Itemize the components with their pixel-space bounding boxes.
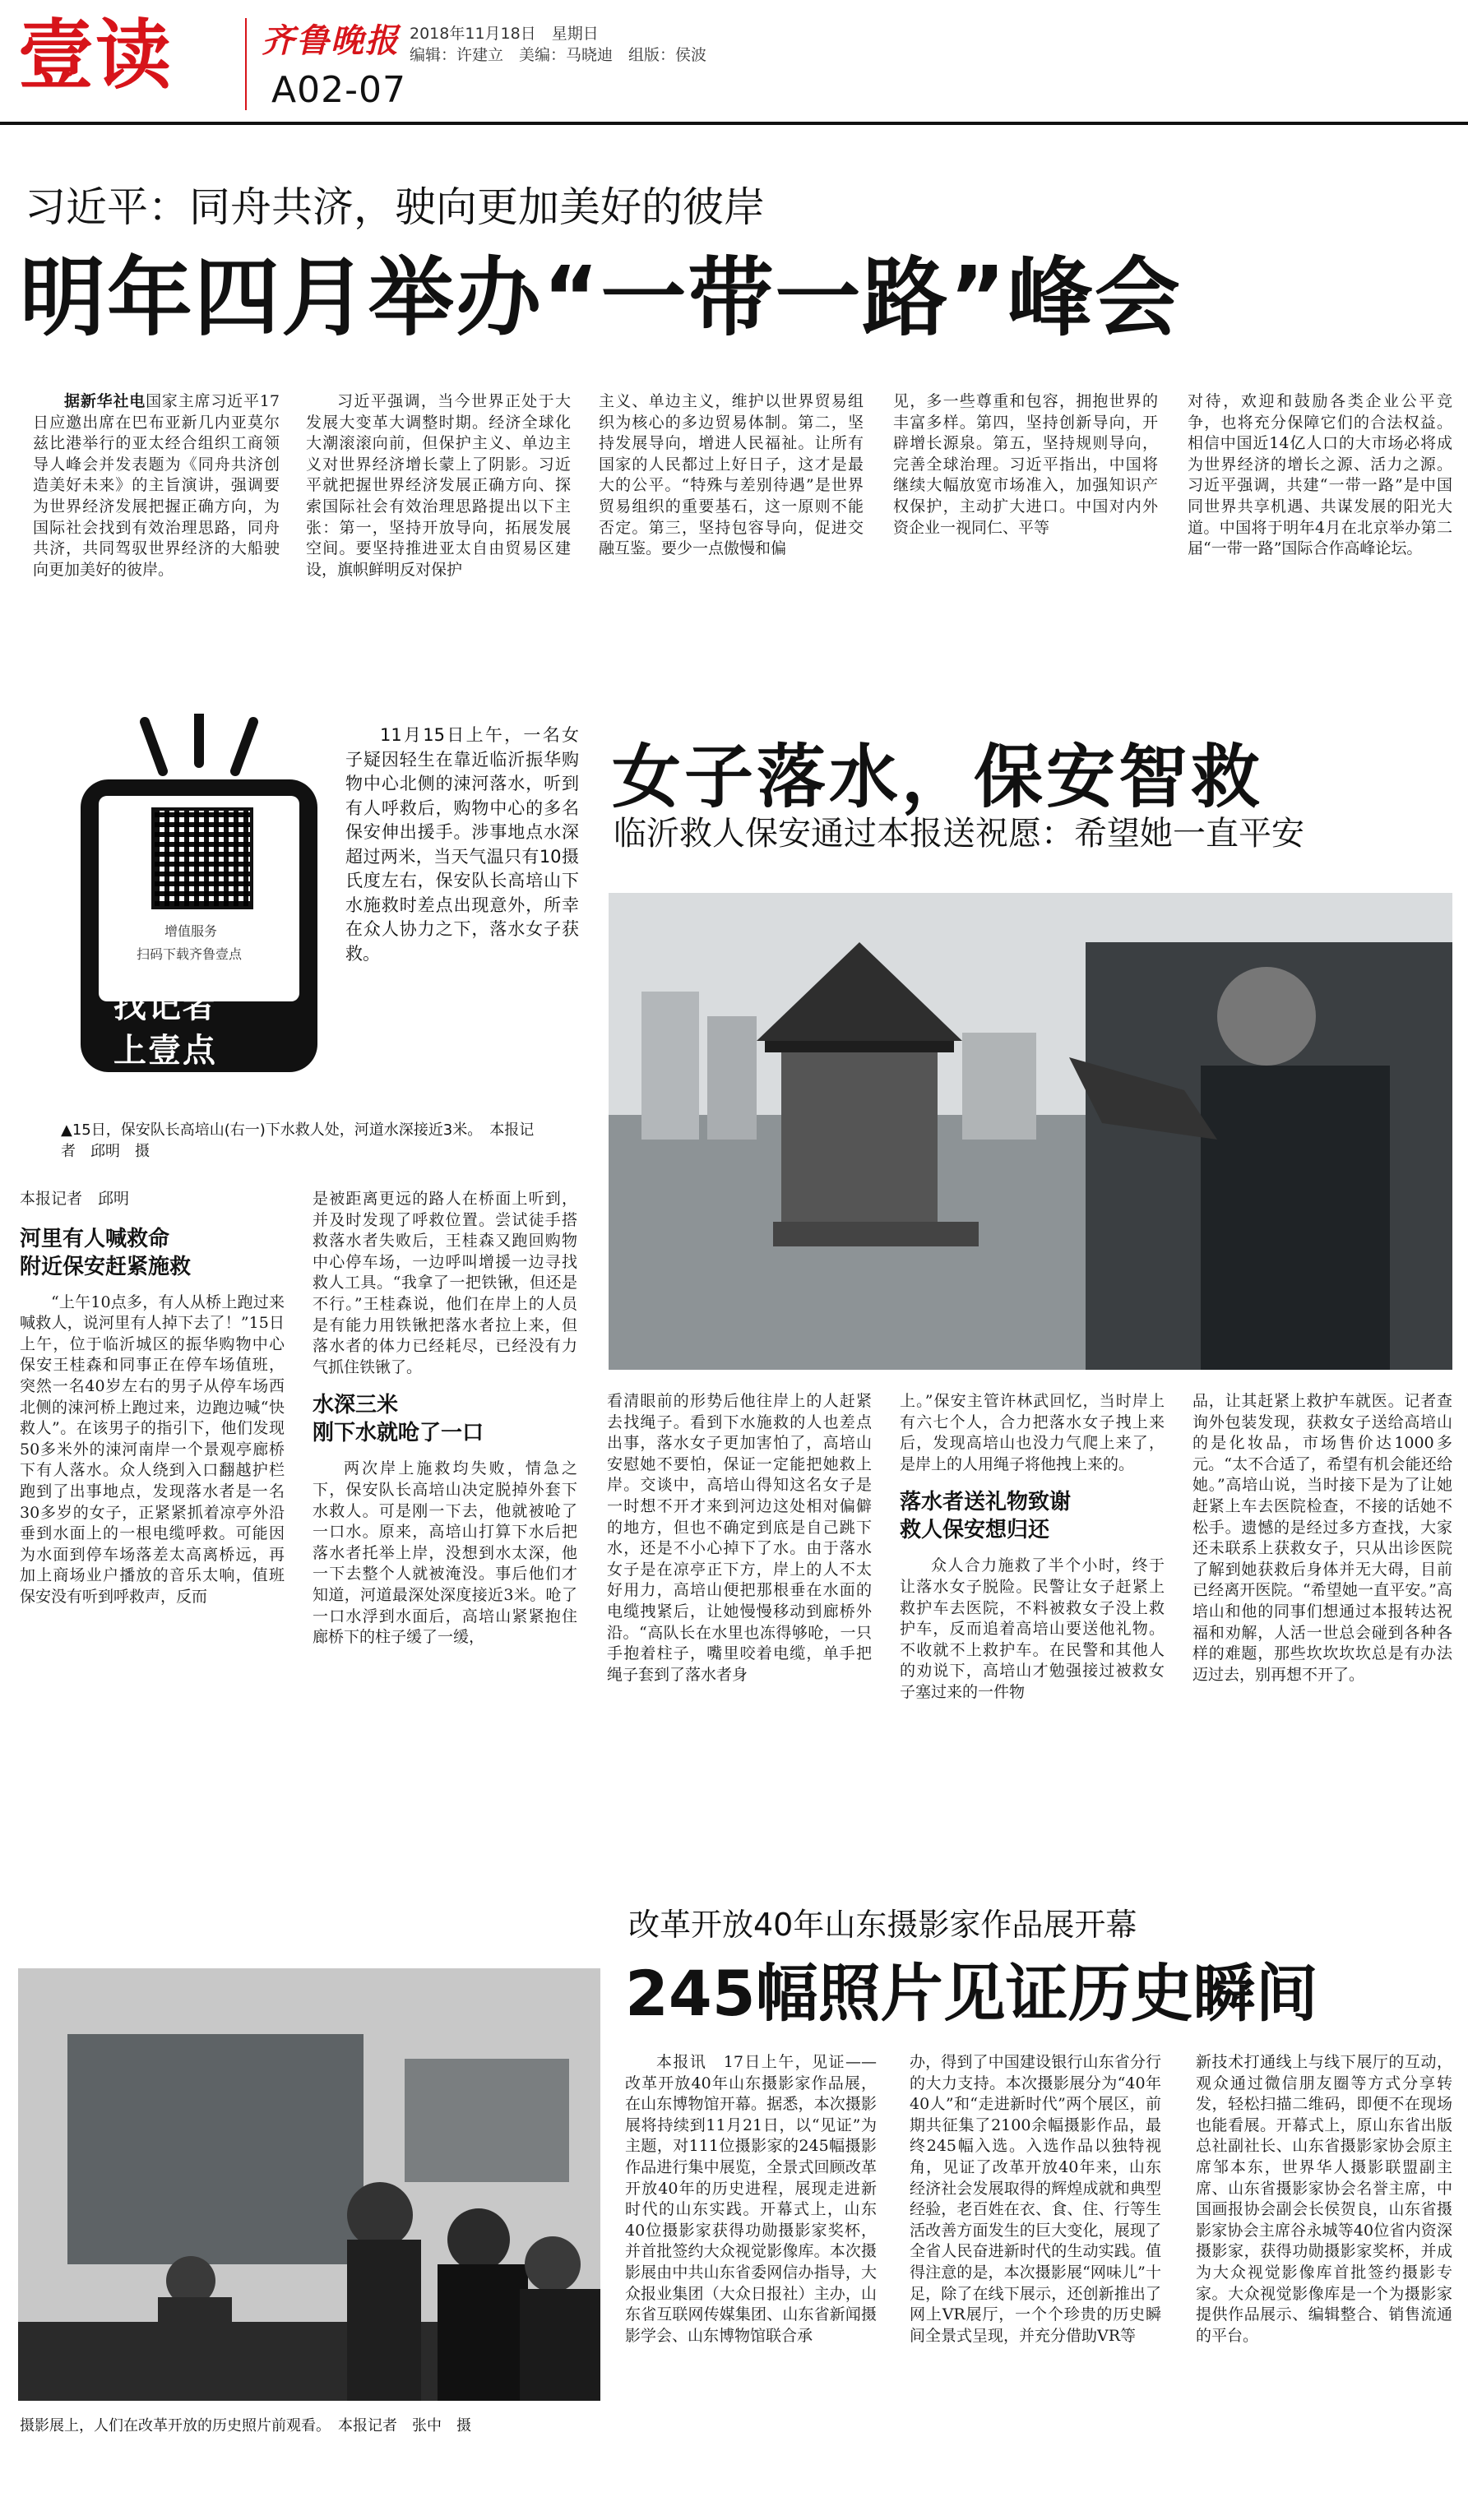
story1-text-5: 对待，欢迎和鼓励各类企业公平竞争，也将充分保障它们的合法权益。相信中国近14亿人口的大市场必将成为世界经济的增长之源、活力之源。习近平强调，共建“一带一路”是中国同世界共享机遇、共谋发展的阳光大道。中国将于明年4月在北京举办第二届“一带一路”国际合作高峰论坛。: [1188, 392, 1452, 558]
story3-text-2: 办，得到了中国建设银行山东省分行的大力支持。本次摄影展分为“40年40人”和“走进新时代”两个展区，前期共征集了2100余幅摄影作品，最终245幅入选。入选作品以独特视角，见证了改革开放40年来，山东经济社会发展取得的辉煌成就和典型经验，老百姓在衣、食、住、行等生活改善方面发生的巨大变化，展现了全省人民奋进新时代的生动实践。值得注意的是，本次摄影展“网味儿”十足，除了在线下展示，还创新推出了网上VR展厅，一个个珍贵的历史瞬间全景式呈现，并充分借助VR等: [910, 2053, 1161, 2345]
story3-photo-caption: 摄影展上，人们在改革开放的历史照片前观看。 本报记者 张中 摄: [20, 2417, 471, 2434]
story3-col-3: [1196, 2052, 1452, 2509]
story3-text-3: 新技术打通线上与线下展厅的互动，观众通过微信朋友圈等方式分享转发，轻松扫描二维码，即便不在现场也能看展。开幕式上，原山东省出版总社副社长、山东省摄影家协会原主席邹本东，世界华人摄影联盟副主席、山东省摄影家协会名誉主席，中国画报协会副会长侯贺良，山东省摄影家协会主席谷永城等40位省内资深摄影家，获得功勋摄影家奖杯，并成为大众视觉影像库首批签约摄影专家。大众视觉影像库是一个为摄影家提供作品展示、编辑整合、销售流通的平台。: [1196, 2053, 1452, 2345]
story2-col-1: [20, 1189, 285, 1715]
story2-sub-3: 落水者送礼物致谢 救人保安想归还: [900, 1490, 1072, 1543]
date-line: 2018年11月18日 星期日: [410, 25, 599, 43]
story1-text-1: 国家主席习近平17日应邀出席在巴布亚新几内亚莫尔兹比港举行的亚太经合组织工商领导人峰会并发表题为《同舟共济创造美好未来》的主旨演讲，强调要为世界经济发展把握正确方向，为国际社会找到有效治理思路，同舟共济，共同驾驭世界经济的大船驶向更加美好的彼岸。: [33, 392, 280, 579]
story1-col-3: [599, 391, 864, 638]
story1-col-4: [893, 391, 1158, 638]
story1-dateline: 据新华社电: [64, 392, 146, 410]
story2-text-4: 上。”保安主管许林武回忆，当时岸上有六七个人，合力把落水女子拽上来后，发现高培山也没力气爬上来了，是岸上的人用绳子将他拽上来的。: [900, 1392, 1165, 1473]
qr-caption-1: 增值服务: [164, 923, 218, 939]
story3-headline: 245幅照片见证历史瞬间: [625, 1957, 1318, 2030]
story1-text-3: 主义、单边主义，维护以世界贸易组织为核心的多边贸易体制。第二，坚持发展导向，增进人民福祉。让所有国家的人民都过上好日子，这才是最大的公平。“特殊与差别待遇”是世界贸易组织的重要基石，这一原则不能否定。第三，坚持包容导向，促进交融互鉴。要少一点傲慢和偏: [599, 392, 864, 558]
story2-headline: 女子落水，保安智救: [612, 737, 1264, 817]
story1-text-4: 见，多一些尊重和包容，拥抱世界的丰富多样。第四，坚持创新导向，开辟增长源泉。第五，坚持规则导向，完善全球治理。习近平指出，中国将继续大幅放宽市场准入，加强知识产权保护，主动扩大进口。中国对内外资企业一视同仁、平等: [893, 392, 1158, 537]
story3-col-1: [625, 2052, 877, 2509]
promo-label-1: 找记者: [113, 987, 217, 1025]
story2-text-2b: 两次岸上施救均失败，情急之下，保安队长高培山决定脱掉外套下水救人。可是刚一下去，他就被呛了一口水。原来，高培山打算下水后把落水者托举上岸，没想到水太深，他一下去整个人就被淹没。事后他们才知道，河道最深处深度接近3米。呛了一口水浮到水面后，高培山紧紧抱住廊桥下的柱子缓了一缓，: [313, 1459, 577, 1647]
story2-col-5: [1192, 1391, 1452, 1715]
story2-photo-caption: ▲15日，保安队长高培山(右一)下水救人处，河道水深接近3米。 本报记者 邱明 摄: [61, 1121, 535, 1160]
story3-col-2: [910, 2052, 1161, 2509]
story2-text-5: 品，让其赶紧上救护车就医。记者查询外包装发现，获救女子送给高培山的是化妆品，市场售价达1000多元。“太不合适了，希望有机会能还给她。”高培山说，当时接下是为了让她赶紧上车去医院检查，不接的话她不松手。遗憾的是经过多方查找，大家还未联系上获救女子，只从出诊医院了解到她获救后身体并无大碍，目前已经离开医院。“希望她一直平安。”高培山和他的同事们想通过本报转达祝福和劝解，人活一世总会碰到各种各样的难题，那些坎坎坎坎总是有办法迈过去，别再想不开了。: [1192, 1392, 1452, 1684]
story2-col-3: [607, 1391, 872, 1715]
story1-col-5: [1188, 391, 1452, 638]
story3-kicker: 改革开放40年山东摄影家作品展开幕: [628, 1907, 1137, 1943]
story2-col-2: [313, 1189, 577, 1715]
story2-text-2: 是被距离更远的路人在桥面上听到，并及时发现了呼救位置。尝试徒手搭救落水者失败后，王桂森又跑回购物中心停车场，一边呼叫增援一边寻找救人工具。“我拿了一把铁锹，但还是不行。”王桂森说，他们在岸上的人员是有能力用铁锹把落水者拉上来，但落水者的体力已经耗尽，已经没有力气抓住铁锹了。: [313, 1190, 577, 1376]
story3-photo: [18, 1968, 600, 2401]
story2-photo: [609, 893, 1452, 1370]
rescue-scene-image: [609, 893, 1452, 1370]
story2-sub-2: 水深三米 刚下水就呛了一口: [313, 1393, 484, 1446]
story2-col-4: [900, 1391, 1165, 1715]
section-title: 壹读: [18, 12, 174, 99]
paper-logo: 齐鲁晚报: [262, 21, 400, 60]
story2-subhead: 临沂救人保安通过本报送祝愿：希望她一直平安: [614, 815, 1304, 853]
masthead-divider: [245, 18, 247, 110]
story2-sub-1: 河里有人喊救命 附近保安赶紧施救: [20, 1226, 192, 1279]
story1-col-2: [306, 391, 571, 638]
promo-intro: 11月15日上午，一名女子疑因轻生在靠近临沂振华购物中心北侧的涑河落水，听到有人呼救后，购物中心的多名保安伸出援手。涉事地点水深超过两米，当天气温只有10摄氏度左右，保安队长高培山下水施救时差点出现意外，所幸在众人协力之下，落水女子获救。: [345, 725, 579, 964]
editors-line: 编辑：许建立 美编：马晓迪 组版：侯波: [410, 46, 707, 64]
story2-text-1: “上午10点多，有人从桥上跑过来喊救人，说河里有人掉下去了！”15日上午，位于临沂城区的振华购物中心保安王桂森和同事正在停车场值班，突然一名40岁左右的男子从停车场西北侧的涑河桥上跑过来，边跑边喊“快救人”。在该男子的指引下，他们发现50多米外的涑河南岸一个景观亭廊桥下有人落水。众人绕到入口翻越护栏跑到了出事地点，发现落水者是一名30多岁的女子，正紧紧抓着凉亭外沿垂到水面上的一根电缆呼救。可能因为水面到停车场落差太高离桥远，再加上商场业户播放的音乐太响，值班保安没有听到呼救声，反而: [20, 1292, 285, 1606]
exhibition-scene-image: [18, 1968, 600, 2401]
story1-col-1: [33, 391, 280, 638]
story3-text-1: 本报讯 17日上午，见证——改革开放40年山东摄影家作品展，在山东博物馆开幕。据悉，本次摄影展将持续到11月21日，以“见证”为主题，对111位摄影家的245幅摄影作品进行集中展览，全景式回顾改革开放40年的历史进程，展现走进新时代的山东实践。开幕式上，山东40位摄影家获得功勋摄影家奖杯，并首批签约大众视觉影像库。本次摄影展由中共山东省委网信办指导，大众报业集团（大众日报社）主办，山东省互联网传媒集团、山东省新闻摄影学会、山东博物馆联合承: [625, 2053, 877, 2345]
qr-caption-2: 扫码下载齐鲁壹点: [137, 946, 243, 962]
story1-text-2: 习近平强调，当今世界正处于大发展大变革大调整时期。经济全球化大潮滚滚向前，但保护主义、单边主义对世界经济增长蒙上了阴影。习近平就把握世界经济发展正确方向、探索国际社会有效治理思路提出以下主张：第一，坚持开放导向，拓展发展空间。要坚持推进亚太自由贸易区建设，旗帜鲜明反对保护: [306, 392, 571, 579]
story2-text-4b: 众人合力施救了半个小时，终于让落水女子脱险。民警让女子赶紧上救护车去医院，不料被救女子没上救护车，反而追着高培山要送他礼物。不收就不上救护车。在民警和其他人的劝说下，高培山才勉强接过被救女子塞过来的一件物: [900, 1556, 1165, 1701]
masthead-rule: [0, 122, 1468, 125]
story2-text-3: 看清眼前的形势后他往岸上的人赶紧去找绳子。看到下水施救的人也差点出事，落水女子更加害怕了，高培山安慰她不要怕，保证一定能把她救上岸。交谈中，高培山得知这名女子是一时想不开才来到河边这处相对偏僻的地方，但也不确定到底是自己跳下水，还是不小心掉下了水。由于落水女子是在凉亭正下方，岸上的人不太好用力，高培山便把那根垂在水面的电缆拽紧后，让她慢慢移动到廊桥外沿。“高队长在水里也冻得够呛，一只手抱着柱子，嘴里咬着电缆，单手把绳子套到了落水者身: [607, 1392, 872, 1684]
story1-headline: 明年四月举办“一带一路”峰会: [20, 247, 1182, 348]
page-code: A02-07: [271, 69, 406, 111]
qr-code[interactable]: [151, 807, 253, 909]
story2-byline: 本报记者 邱明: [20, 1190, 130, 1208]
story1-kicker: 习近平：同舟共济，驶向更加美好的彼岸: [25, 183, 765, 231]
promo-label-2: 上壹点: [113, 1032, 217, 1070]
